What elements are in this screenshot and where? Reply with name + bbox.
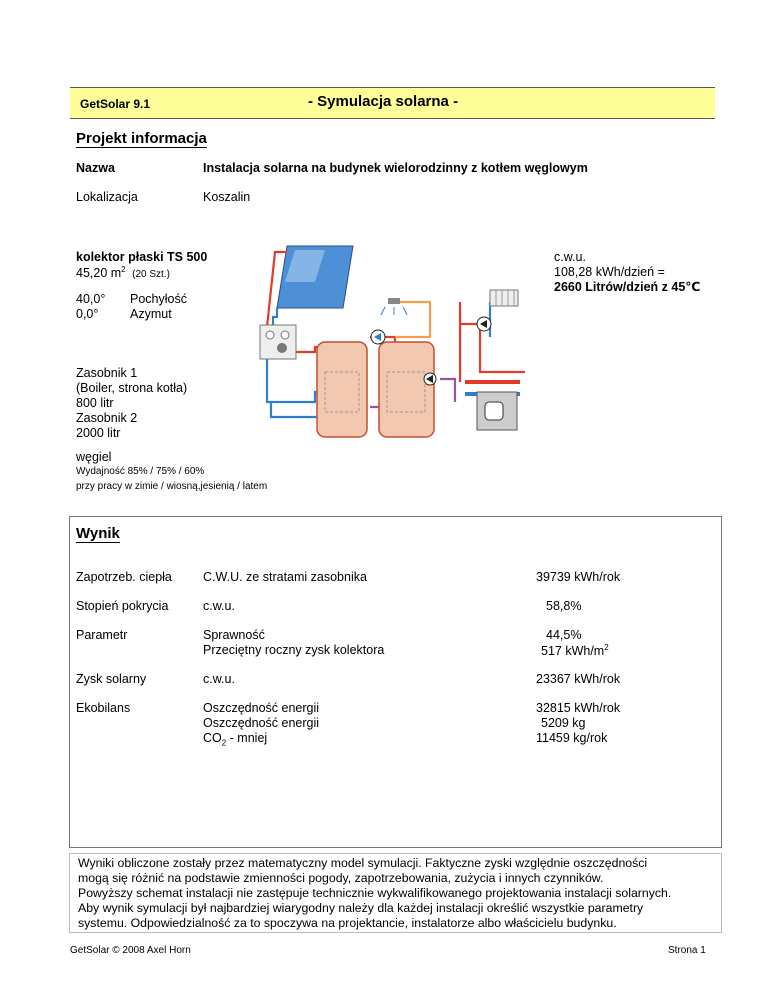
storage-line: Zasobnik 2 — [76, 411, 138, 425]
shower-icon — [381, 298, 407, 315]
storage-line: (Boiler, strona kotła) — [76, 381, 188, 395]
result-value-line — [541, 643, 609, 658]
footer-copyright: GetSolar © 2008 Axel Horn — [70, 945, 191, 956]
result-desc-co2 — [203, 731, 267, 748]
controller-icon — [260, 325, 296, 359]
result-label: Zapotrzeb. ciepła — [76, 570, 172, 584]
boiler-icon — [477, 392, 517, 430]
storage-info — [76, 366, 187, 441]
pump-icon — [371, 330, 385, 344]
result-label: Ekobilans — [76, 701, 131, 715]
storage-tank-1-icon — [317, 342, 367, 437]
project-location-value: Koszalin — [203, 190, 251, 204]
disclaimer-line: Aby wynik symulacji był najbardziej wiarygodny należy dla każdej instalacji określić wszystkie parametry — [78, 901, 644, 915]
storage-tank-2-icon — [379, 342, 434, 437]
result-label: Parametr — [76, 628, 128, 642]
result-value: 11459 kg/rok — [536, 731, 608, 745]
header-bar — [70, 87, 715, 119]
result-value: 39739 kWh/rok — [536, 570, 621, 584]
azimuth-label: Azymut — [130, 307, 172, 321]
collector-area-exp: 2 — [121, 265, 126, 274]
result-value: 5209 kg — [541, 716, 586, 730]
result-value: 517 kWh/m — [541, 644, 605, 659]
storage-line: Zasobnik 1 — [76, 366, 138, 380]
collector-area: 45,20 m — [76, 266, 122, 281]
results-panel — [69, 516, 722, 848]
project-section-title: Projekt informacja — [76, 130, 207, 147]
solar-system-diagram — [255, 242, 540, 442]
result-desc-tail: - mniej — [226, 731, 268, 745]
result-desc: Sprawność — [203, 628, 265, 642]
collector-type: kolektor płaski TS 500 — [76, 250, 208, 264]
project-location-label: Lokalizacja — [76, 190, 138, 204]
fuel-label: węgiel — [76, 450, 112, 464]
collector-area-line — [76, 265, 170, 280]
heater-season: przy pracy w zimie / wiosną,jesienią / latem — [76, 481, 268, 492]
disclaimer-box — [69, 853, 722, 933]
result-label: Stopień pokrycia — [76, 599, 169, 613]
result-value-exp: 2 — [604, 643, 609, 652]
footer-page-number: Strona 1 — [668, 945, 706, 956]
page-title: - Symulacja solarna - — [308, 93, 459, 110]
disclaimer-line: Wyniki obliczone zostały przez matematyczny model symulacji. Faktyczne zyski względnie oszczędności — [78, 856, 648, 870]
co2-subscript: 2 — [221, 738, 227, 748]
results-title: Wynik — [76, 525, 120, 542]
result-label: Zysk solarny — [76, 672, 147, 686]
result-desc: c.w.u. — [203, 672, 235, 686]
tilt-label: Pochyłość — [130, 292, 187, 306]
disclaimer-line: Powyższy schemat instalacji nie zastępuje technicznie wykwalifikowanego projektowania instalacji solarnych. — [78, 886, 672, 900]
project-name-value: Instalacja solarna na budynek wielorodzinny z kotłem węglowym — [203, 161, 588, 175]
heater-efficiency: Wydajność 85% / 75% / 60% — [76, 466, 205, 477]
storage-line: 2000 litr — [76, 426, 121, 440]
collector-count: (20 Szt.) — [132, 269, 170, 281]
app-name: GetSolar 9.1 — [80, 97, 151, 111]
dhw-info — [554, 250, 700, 295]
pump-icon — [424, 373, 436, 385]
disclaimer-line: systemu. Odpowiedzialność za to spoczywa na projektancie, instalatorze albo właścicielu budynku. — [78, 916, 617, 930]
result-desc: c.w.u. — [203, 599, 235, 613]
disclaimer-text — [78, 856, 671, 931]
result-desc: C.W.U. ze stratami zasobnika — [203, 570, 367, 584]
solar-collector-icon — [277, 246, 353, 308]
result-value: 58,8% — [546, 599, 582, 613]
dhw-label: c.w.u. — [554, 250, 586, 264]
result-value: 44,5% — [546, 628, 582, 642]
radiator-icon — [490, 290, 518, 306]
result-desc: Oszczędność energii — [203, 701, 320, 715]
storage-line: 800 litr — [76, 396, 114, 410]
result-desc: Przeciętny roczny zysk kolektora — [203, 643, 385, 657]
project-name-label: Nazwa — [76, 161, 115, 175]
pump-icon — [477, 317, 491, 331]
disclaimer-line: mogą się różnić na podstawie zmienności pogody, zapotrzebowania, zużycia i innych czynników. — [78, 871, 604, 885]
result-desc: Oszczędność energii — [203, 716, 320, 730]
result-value: 23367 kWh/rok — [536, 672, 621, 686]
tilt-value: 40,0° — [76, 292, 106, 306]
result-desc: CO — [203, 731, 222, 745]
dhw-volume: 2660 Litrów/dzień z 45℃ — [554, 280, 701, 294]
dhw-energy: 108,28 kWh/dzień = — [554, 265, 665, 279]
result-value: 32815 kWh/rok — [536, 701, 621, 715]
azimuth-value: 0,0° — [76, 307, 99, 321]
